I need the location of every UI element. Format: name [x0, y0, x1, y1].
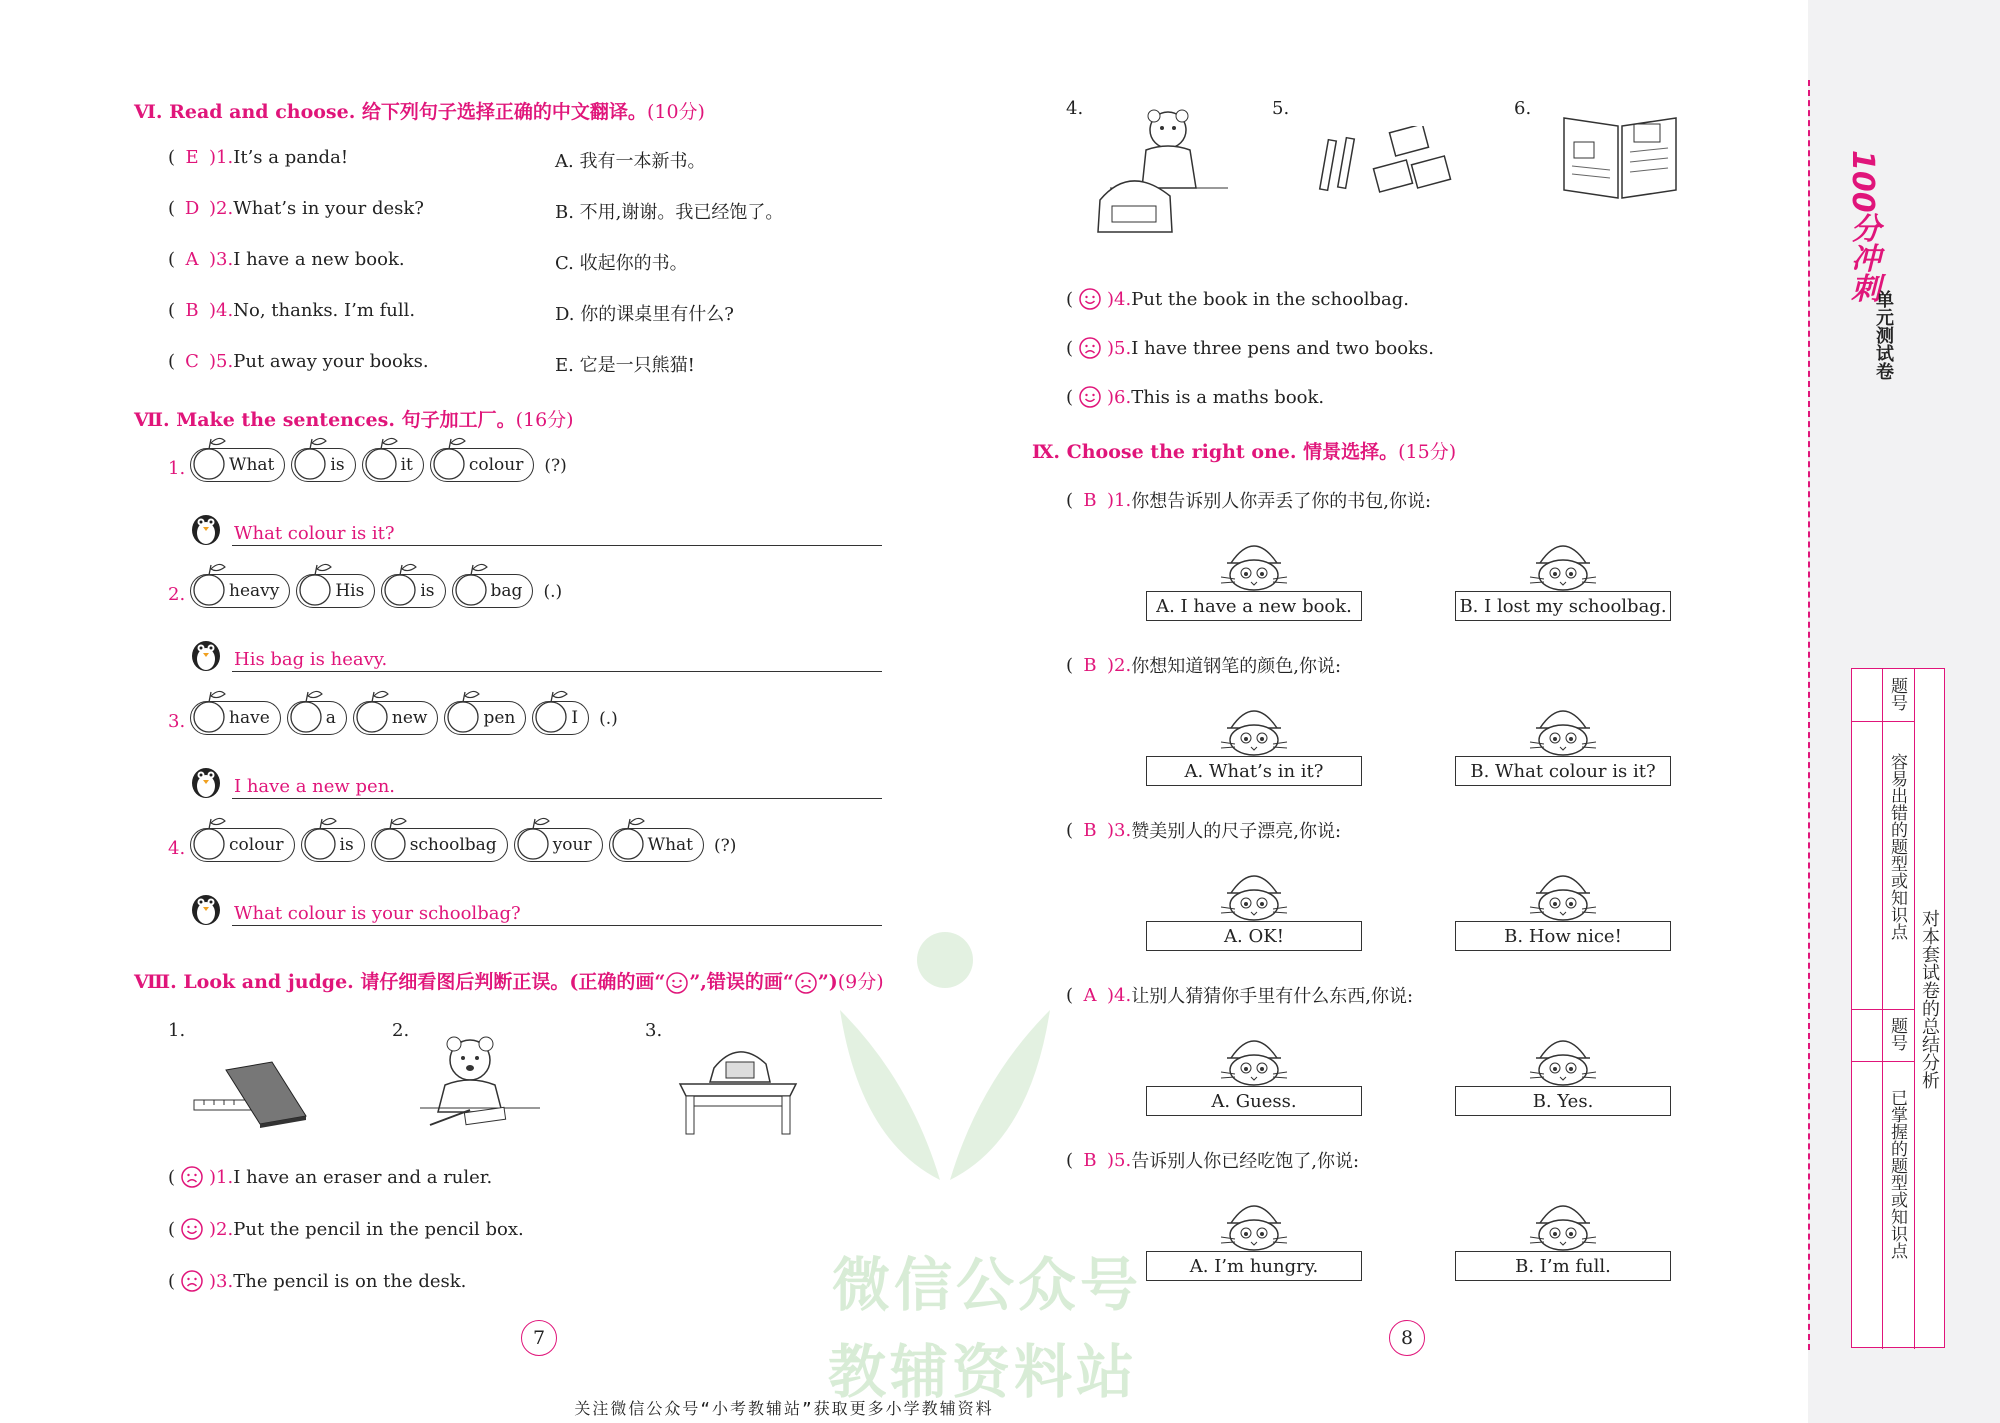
cat-picture [1217, 698, 1291, 756]
book-and-ruler-image [190, 1060, 310, 1140]
apple-icon [513, 815, 555, 863]
schoolbag-on-desk-image [676, 1028, 800, 1136]
section-8-title-end: ”) [817, 971, 838, 993]
word-tile[interactable] [287, 701, 347, 735]
cat-icon [1526, 533, 1600, 591]
punctuation-hint: (?) [544, 456, 567, 476]
open-paren: ( [168, 1218, 176, 1240]
judge-item [1066, 385, 1324, 409]
watermark-logo-icon [817, 920, 1070, 1200]
pic-num-2: 2. [392, 1020, 410, 1041]
section-6-item [168, 351, 429, 372]
cat-icon [1217, 1193, 1291, 1251]
item-number: )3. [1107, 819, 1132, 841]
sentence-number: 4. [168, 838, 186, 859]
open-paren: ( [168, 1270, 176, 1292]
scenario-text: 告诉别人你已经吃饱了,你说: [1131, 1151, 1360, 1172]
option-a-box[interactable]: A. Guess. [1146, 1086, 1362, 1116]
col1-head: 题号 [1887, 677, 1907, 711]
option-a-box[interactable]: A. I have a new book. [1146, 591, 1362, 621]
answer-letter[interactable]: A [185, 249, 199, 270]
word-text: a [325, 708, 336, 728]
judge-item [1066, 287, 1409, 311]
apple-icon [189, 688, 231, 736]
open-paren: ( [1066, 984, 1074, 1006]
pic-num-3: 3. [645, 1020, 663, 1041]
happy-face-icon [180, 1217, 204, 1241]
answer-letter[interactable]: B [1083, 1149, 1097, 1171]
cat-icon [1217, 698, 1291, 756]
answer-letter[interactable]: B [1083, 819, 1097, 841]
item-number: )5. [1107, 1149, 1132, 1171]
item-text: What’s in your desk? [233, 198, 424, 219]
pic-num-1: 1. [168, 1020, 186, 1041]
option-b-box[interactable]: B. Yes. [1455, 1086, 1671, 1116]
word-tile[interactable] [362, 448, 424, 482]
cat-icon [1217, 863, 1291, 921]
cat-icon [1526, 1193, 1600, 1251]
option-b-box[interactable]: B. I’m full. [1455, 1251, 1671, 1281]
sentence-number: 3. [168, 711, 186, 732]
option-b-box[interactable]: B. What colour is it? [1455, 756, 1671, 786]
scenario-text: 赞美别人的尺子漂亮,你说: [1131, 821, 1342, 842]
brand-subtitle: 单元测试卷 [1873, 290, 1894, 380]
answer-letter[interactable]: D [184, 198, 200, 219]
penguin-icon [186, 886, 226, 926]
answer-letter[interactable]: A [1083, 984, 1097, 1006]
word-text: His [335, 581, 365, 601]
open-paren: ( [1066, 386, 1074, 408]
answer-letter[interactable]: B [1083, 654, 1097, 676]
watermark-line2: 教辅资料站 [828, 1338, 1139, 1406]
col2-head: 题号 [1887, 1017, 1907, 1051]
open-paren: ( [1066, 1149, 1074, 1171]
cat-picture [1526, 533, 1600, 591]
col1-text: 容易出错的题型或知识点 [1887, 753, 1907, 940]
option-item: C. 收起你的书。 [555, 253, 688, 274]
apple-icon [370, 815, 412, 863]
answer-letter[interactable]: B [1083, 489, 1097, 511]
scenario-item [1066, 982, 1413, 1008]
word-tile[interactable] [301, 828, 365, 862]
watermark-line1: 微信公众号 [832, 1251, 1143, 1319]
sad-face-icon [794, 971, 818, 995]
item-text: Put the pencil in the pencil box. [233, 1218, 524, 1240]
happy-face-icon [1078, 287, 1102, 311]
word-tile[interactable] [381, 574, 445, 608]
judge-item [1066, 336, 1434, 360]
word-text: colour [229, 835, 284, 855]
scenario-item [1066, 817, 1341, 843]
page-number-right: 8 [1389, 1320, 1425, 1356]
pic-num-5: 5. [1272, 98, 1290, 119]
page-number-left: 7 [521, 1320, 557, 1356]
open-paren: ( [168, 249, 176, 270]
word-chain [190, 574, 562, 608]
scenario-item [1066, 652, 1341, 678]
section-6-points: (10分) [646, 101, 705, 123]
word-chain [190, 701, 618, 735]
word-text: What [229, 455, 275, 475]
option-item: B. 不用,谢谢。我已经饱了。 [555, 202, 784, 223]
cat-picture [1526, 1028, 1600, 1086]
sentence-number: 2. [168, 584, 186, 605]
judge-answer[interactable] [1073, 287, 1107, 311]
pic-num-6: 6. [1514, 98, 1532, 119]
item-number: )4. [1107, 288, 1132, 310]
word-tile[interactable] [190, 828, 295, 862]
section-6-item [168, 198, 424, 219]
cat-icon [1526, 698, 1600, 756]
section-9-heading [1032, 437, 1456, 464]
sad-face-icon [180, 1165, 204, 1189]
cat-icon [1526, 1028, 1600, 1086]
apple-icon [429, 435, 471, 483]
scenario-text: 你想告诉别人你弄丢了你的书包,你说: [1131, 491, 1432, 512]
apple-icon [352, 688, 394, 736]
word-tile[interactable] [353, 701, 439, 735]
word-tile[interactable] [371, 828, 508, 862]
item-text: I have a new book. [233, 249, 405, 270]
word-tile[interactable] [291, 448, 355, 482]
option-a-box[interactable]: A. What’s in it? [1146, 756, 1362, 786]
word-text: it [400, 455, 413, 475]
section-6-heading [134, 97, 705, 124]
option-item: A. 我有一本新书。 [555, 151, 706, 172]
apple-icon [531, 688, 573, 736]
word-text: heavy [229, 581, 280, 601]
word-tile[interactable] [609, 828, 704, 862]
word-tile[interactable] [190, 701, 281, 735]
section-7-heading [134, 405, 574, 432]
bear-writing-image [410, 1030, 550, 1135]
word-text: have [229, 708, 270, 728]
open-paren: ( [1066, 654, 1074, 676]
section-7-points: (16分) [515, 409, 574, 431]
scenario-item [1066, 1147, 1359, 1173]
happy-face-icon [665, 971, 689, 995]
sad-face-icon [1078, 336, 1102, 360]
bear-with-schoolbag-image [1090, 104, 1230, 240]
cat-icon [1217, 533, 1291, 591]
item-number: )1. [209, 147, 234, 168]
apple-icon [380, 561, 422, 609]
answer-line [186, 886, 882, 926]
open-paren: ( [168, 351, 176, 372]
open-paren: ( [1066, 489, 1074, 511]
apple-icon [189, 435, 231, 483]
penguin-icon [186, 506, 226, 546]
word-tile[interactable] [190, 448, 285, 482]
item-number: )1. [209, 1166, 234, 1188]
item-number: )2. [1107, 654, 1132, 676]
apple-icon [443, 688, 485, 736]
item-text: This is a maths book. [1131, 386, 1325, 408]
item-text: The pencil is on the desk. [233, 1270, 467, 1292]
word-text: bag [490, 581, 523, 601]
answer-sentence[interactable]: I have a new pen. [232, 776, 882, 799]
answer-line [186, 759, 882, 799]
item-number: )4. [1107, 984, 1132, 1006]
scenario-text: 你想知道钢笔的颜色,你说: [1131, 656, 1342, 677]
item-number: )2. [209, 1218, 234, 1240]
option-a-box[interactable]: A. OK! [1146, 921, 1362, 951]
section-6-item [168, 249, 405, 270]
col2-text: 已掌握的题型或知识点 [1887, 1089, 1907, 1259]
answer-line [186, 632, 882, 672]
item-number: )3. [209, 1270, 234, 1292]
apple-icon [189, 815, 231, 863]
answer-letter[interactable]: E [185, 147, 199, 168]
item-number: )5. [1107, 337, 1132, 359]
maths-book-image [1560, 112, 1680, 204]
judge-answer[interactable] [175, 1165, 209, 1189]
word-text: is [330, 455, 345, 475]
open-paren: ( [1066, 819, 1074, 841]
option-b-box[interactable]: B. I lost my schoolbag. [1455, 591, 1671, 621]
word-text: is [420, 581, 435, 601]
open-paren: ( [168, 1166, 176, 1188]
item-number: )2. [209, 198, 234, 219]
word-text: colour [468, 455, 524, 475]
word-tile[interactable] [514, 828, 603, 862]
pic-num-4: 4. [1066, 98, 1084, 119]
cut-line [1808, 80, 1810, 1350]
word-text: pen [483, 708, 516, 728]
item-text: Put the book in the schoolbag. [1131, 288, 1410, 310]
word-tile[interactable] [444, 701, 526, 735]
apple-icon [608, 815, 650, 863]
open-paren: ( [1066, 337, 1074, 359]
cat-icon [1217, 1028, 1291, 1086]
apple-icon [290, 435, 332, 483]
answer-sentence[interactable]: His bag is heavy. [232, 649, 882, 672]
judge-answer[interactable] [1073, 336, 1107, 360]
judge-answer[interactable] [175, 1217, 209, 1241]
option-b-box[interactable]: B. How nice! [1455, 921, 1671, 951]
cat-picture [1526, 698, 1600, 756]
penguin-icon [186, 632, 226, 672]
word-chain [190, 828, 736, 862]
footer-note: 关注微信公众号“小考教辅站”获取更多小学教辅资料 [574, 1399, 994, 1418]
option-a-box[interactable]: A. I’m hungry. [1146, 1251, 1362, 1281]
section-6-item [168, 300, 415, 321]
happy-face-icon [1078, 385, 1102, 409]
word-text: schoolbag [409, 835, 497, 855]
section-7-title: Ⅶ. Make the sentences. 句子加工厂。 [134, 409, 516, 431]
word-tile[interactable] [430, 448, 535, 482]
penguin-icon [186, 759, 226, 799]
judge-answer[interactable] [175, 1269, 209, 1293]
word-text: new [391, 708, 428, 728]
summary-table [1851, 668, 1945, 1348]
apple-icon [295, 561, 337, 609]
punctuation-hint: (?) [714, 836, 737, 856]
answer-letter[interactable]: C [185, 351, 199, 372]
judge-item [168, 1269, 466, 1293]
item-number: )4. [209, 300, 234, 321]
answer-sentence[interactable]: What colour is your schoolbag? [232, 903, 882, 926]
section-8-title: Ⅷ. Look and judge. 请仔细看图后判断正误。(正确的画“ [134, 971, 666, 993]
judge-item [168, 1217, 524, 1241]
item-text: Put away your books. [233, 351, 429, 372]
cat-picture [1217, 1193, 1291, 1251]
scenario-item [1066, 487, 1431, 513]
item-text: I have three pens and two books. [1131, 337, 1434, 359]
section-8-title-mid: ”,错误的画“ [689, 971, 794, 993]
section-9-points: (15分) [1398, 441, 1457, 463]
word-tile[interactable] [452, 574, 534, 608]
item-text: I have an eraser and a ruler. [233, 1166, 493, 1188]
judge-item [168, 1165, 492, 1189]
cat-picture [1217, 863, 1291, 921]
section-6-title: Ⅵ. Read and choose. 给下列句子选择正确的中文翻译。 [134, 101, 647, 123]
word-text: is [339, 835, 354, 855]
answer-line [186, 506, 882, 546]
cat-picture [1526, 863, 1600, 921]
open-paren: ( [168, 300, 176, 321]
cat-picture [1217, 1028, 1291, 1086]
apple-icon [451, 561, 493, 609]
word-text: your [552, 835, 592, 855]
sentence-number: 1. [168, 458, 186, 479]
apple-icon [361, 435, 403, 483]
apple-icon [189, 561, 231, 609]
punctuation-hint: (.) [543, 582, 563, 602]
pens-and-books-image [1316, 126, 1452, 202]
cat-picture [1217, 533, 1291, 591]
option-item: D. 你的课桌里有什么? [555, 304, 734, 325]
item-number: )5. [209, 351, 234, 372]
item-text: It’s a panda! [233, 147, 349, 168]
apple-icon [300, 815, 342, 863]
sad-face-icon [180, 1269, 204, 1293]
cat-picture [1526, 1193, 1600, 1251]
word-chain [190, 448, 567, 482]
open-paren: ( [168, 147, 176, 168]
brand-name: 100分冲刺 [1845, 150, 1880, 303]
item-number: )1. [1107, 489, 1132, 511]
section-8-heading [134, 967, 884, 995]
word-text: I [571, 708, 579, 728]
answer-sentence[interactable]: What colour is it? [232, 523, 882, 546]
open-paren: ( [168, 198, 176, 219]
cat-icon [1526, 863, 1600, 921]
section-9-title: Ⅸ. Choose the right one. 情景选择。 [1032, 441, 1399, 463]
scenario-text: 让别人猜猜你手里有什么东西,你说: [1131, 986, 1414, 1007]
open-paren: ( [1066, 288, 1074, 310]
item-number: )6. [1107, 386, 1132, 408]
word-tile[interactable] [190, 574, 290, 608]
option-item: E. 它是一只熊猫! [555, 355, 695, 376]
item-text: No, thanks. I’m full. [233, 300, 416, 321]
item-number: )3. [209, 249, 234, 270]
judge-answer[interactable] [1073, 385, 1107, 409]
word-tile[interactable] [532, 701, 589, 735]
word-tile[interactable] [296, 574, 375, 608]
punctuation-hint: (.) [599, 709, 618, 729]
word-text: What [647, 835, 694, 855]
answer-letter[interactable]: B [185, 300, 199, 321]
section-6-item [168, 147, 348, 168]
apple-icon [286, 688, 328, 736]
summary-table-title: 对本套试卷的总结分析 [1919, 909, 1940, 1089]
section-8-points: (9分) [837, 971, 884, 993]
